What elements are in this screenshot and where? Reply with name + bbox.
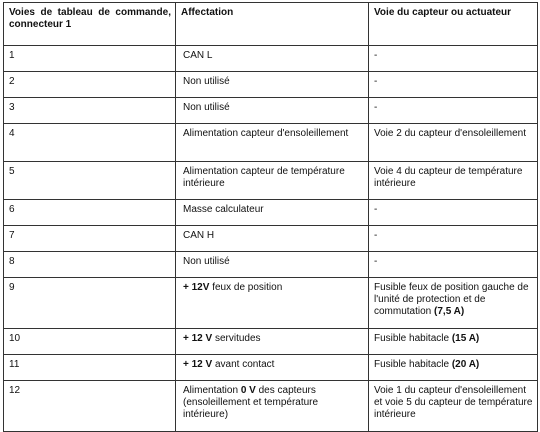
cell-voie: 11 xyxy=(4,355,176,381)
cell-affectation xyxy=(176,329,369,355)
cell-voie: 9 xyxy=(4,278,176,329)
pin-assignment-table xyxy=(3,2,538,432)
cell-capteur: - xyxy=(369,72,538,98)
cell-capteur: Voie 2 du capteur d'ensoleillement xyxy=(369,124,538,162)
voltage-label: + 12 V xyxy=(183,359,213,370)
fuse-rating: (7,5 A) xyxy=(434,306,465,317)
cell-voie: 2 xyxy=(4,72,176,98)
table-row xyxy=(4,355,538,381)
table-row xyxy=(4,278,538,329)
cell-voie: 6 xyxy=(4,200,176,226)
table-header-row xyxy=(4,3,538,46)
fuse-text: Fusible habitacle xyxy=(374,359,452,370)
cell-capteur xyxy=(369,278,538,329)
affectation-text: des capteurs (ensoleillement et température intérieure) xyxy=(183,385,319,420)
cell-capteur: - xyxy=(369,98,538,124)
table-row xyxy=(4,200,538,226)
table-row xyxy=(4,98,538,124)
cell-voie: 7 xyxy=(4,226,176,252)
cell-capteur: - xyxy=(369,226,538,252)
table-row xyxy=(4,226,538,252)
cell-affectation: CAN H xyxy=(176,226,369,252)
voltage-label: 0 V xyxy=(240,385,256,396)
cell-capteur: - xyxy=(369,252,538,278)
cell-capteur: Voie 4 du capteur de température intérieure xyxy=(369,162,538,200)
table-row xyxy=(4,72,538,98)
cell-affectation xyxy=(176,355,369,381)
cell-affectation: Masse calculateur xyxy=(176,200,369,226)
cell-voie: 5 xyxy=(4,162,176,200)
cell-voie: 12 xyxy=(4,381,176,432)
table-row xyxy=(4,162,538,200)
cell-voie: 4 xyxy=(4,124,176,162)
cell-affectation: Non utilisé xyxy=(176,98,369,124)
table-row xyxy=(4,329,538,355)
cell-affectation: Non utilisé xyxy=(176,252,369,278)
cell-capteur xyxy=(369,355,538,381)
cell-voie: 8 xyxy=(4,252,176,278)
cell-capteur: Voie 1 du capteur d'ensoleillement et voie 5 du capteur de température intérieure xyxy=(369,381,538,432)
table-row xyxy=(4,381,538,432)
affectation-text: servitudes xyxy=(212,333,261,344)
header-affectation: Affectation xyxy=(176,3,369,46)
fuse-rating: (15 A) xyxy=(451,333,480,344)
voltage-label: + 12V xyxy=(183,282,210,293)
cell-affectation xyxy=(176,381,369,432)
cell-affectation: CAN L xyxy=(176,46,369,72)
cell-capteur xyxy=(369,329,538,355)
voltage-label: + 12 V xyxy=(183,333,213,344)
cell-affectation: Non utilisé xyxy=(176,72,369,98)
table-row xyxy=(4,124,538,162)
cell-affectation xyxy=(176,278,369,329)
cell-capteur: - xyxy=(369,200,538,226)
cell-voie: 3 xyxy=(4,98,176,124)
fuse-text: Fusible feux de position gauche de l'unité de protection et de commutation xyxy=(374,282,529,317)
cell-voie: 1 xyxy=(4,46,176,72)
cell-voie: 10 xyxy=(4,329,176,355)
header-voie-capteur: Voie du capteur ou actuateur xyxy=(369,3,538,46)
cell-capteur: - xyxy=(369,46,538,72)
cell-affectation: Alimentation capteur de température intérieure xyxy=(176,162,369,200)
header-voies: Voies de tableau de commande, connecteur 1 xyxy=(4,3,176,46)
cell-affectation: Alimentation capteur d'ensoleillement xyxy=(176,124,369,162)
affectation-text: Alimentation xyxy=(183,385,241,396)
affectation-text: avant contact xyxy=(212,359,275,370)
fuse-rating: (20 A) xyxy=(451,359,480,370)
table-row xyxy=(4,46,538,72)
table-row xyxy=(4,252,538,278)
affectation-text: feux de position xyxy=(209,282,283,293)
fuse-text: Fusible habitacle xyxy=(374,333,452,344)
